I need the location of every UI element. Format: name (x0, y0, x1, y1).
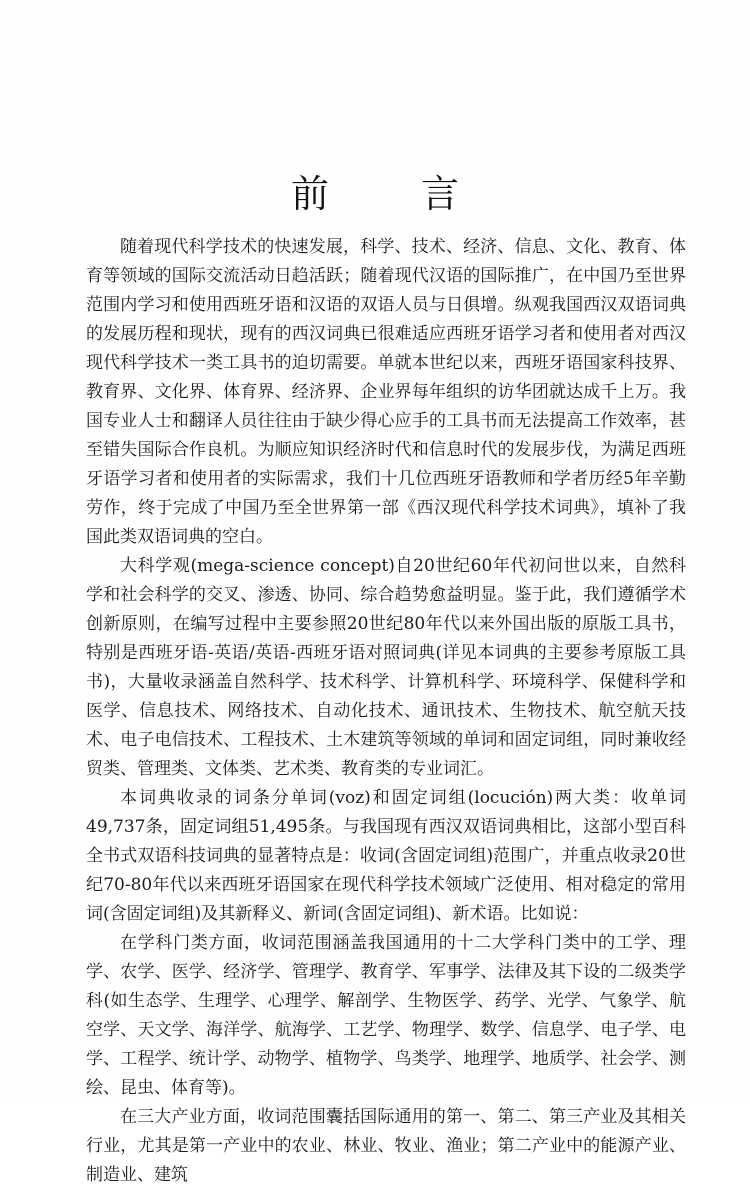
paragraph: 在三大产业方面，收词范围囊括国际通用的第一、第二、第三产业及其相关行业，尤其是第一产业中的农业、林业、牧业、渔业；第二产业中的能源产业、制造业、建筑 (86, 1107, 686, 1185)
paragraph: 在学科门类方面，收词范围涵盖我国通用的十二大学科门类中的工学、理学、农学、医学、经济学、管理学、教育学、军事学、法律及其下设的二级类学科(如生态学、生理学、心理学、解剖学、生物医学、药学、光学、气象学、航空学、天文学、海洋学、航海学、工艺学、物理学、数学、信息学、电子学、电学、工程学、统计学、动物学、植物学、鸟类学、地理学、地质学、社会学、测绘、昆虫、体育等)。 (86, 933, 686, 1098)
paragraph: 大科学观(mega-science concept)自20世纪60年代初问世以来，自然科学和社会科学的交叉、渗透、协同、综合趋势愈益明显。鉴于此，我们遵循学术创新原则，在编写过程中主要参照20世纪80年代以来外国出版的原版工具书，特别是西班牙语-英语/英语-西班牙语对照词典(详见本词典的主要参考原版工具书)，大量收录涵盖自然科学、技术科学、计算机科学、环境科学、保健科学和医学、信息技术、网络技术、自动化技术、通讯技术、生物技术、航空航天技术、电子电信技术、工程技术、土木建筑等领域的单词和固定词组，同时兼收经贸类、管理类、文体类、艺术类、教育类的专业词汇。 (86, 556, 686, 779)
paragraph: 随着现代科学技术的快速发展，科学、技术、经济、信息、文化、教育、体育等领域的国际交流活动日趋活跃；随着现代汉语的国际推广，在中国乃至世界范围内学习和使用西班牙语和汉语的双语人员与日俱增。纵观我国西汉双语词典的发展历程和现状，现有的西汉词典已很难适应西班牙语学习者和使用者对西汉现代科学技术一类工具书的迫切需要。单就本世纪以来，西班牙语国家科技界、教育界、文化界、体育界、经济界、企业界每年组织的访华团就达成千上万。我国专业人士和翻译人员往往由于缺少得心应手的工具书而无法提高工作效率，甚至错失国际合作良机。为顺应知识经济时代和信息时代的发展步伐，为满足西班牙语学习者和使用者的实际需求，我们十几位西班牙语教师和学者历经5年辛勤劳作，终于完成了中国乃至全世界第一部《西汉现代科学技术词典》，填补了我国此类双语词典的空白。 (86, 237, 686, 547)
paragraph: 本词典收录的词条分单词(voz)和固定词组(locución)两大类：收单词49,737条，固定词组51,495条。与我国现有西汉双语词典相比，这部小型百科全书式双语科技词典的显著特点是：收词(含固定词组)范围广，并重点收录20世纪70-80年代以来西班牙语国家在现代科学技术领域广泛使用、相对稳定的常用词(含固定词组)及其新释义、新词(含固定词组)、新术语。比如说： (86, 788, 686, 924)
page-title: 前 言 (290, 172, 500, 217)
body-text (86, 233, 686, 1190)
